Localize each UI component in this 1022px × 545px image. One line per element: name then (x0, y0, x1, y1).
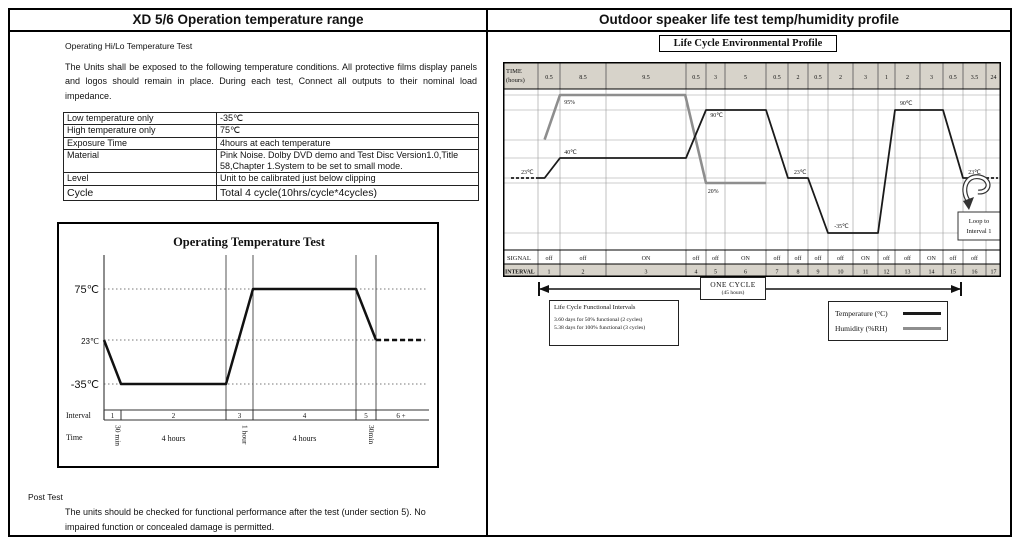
svg-text:off: off (904, 256, 911, 262)
svg-text:off: off (692, 256, 700, 262)
value-annotations (521, 100, 981, 230)
svg-text:23℃: 23℃ (81, 337, 99, 346)
spec-value: Pink Noise. Dolby DVD demo and Test Disc Version1.0,Title 58,Chapter 1.System to be set to small mode. (217, 149, 479, 173)
humidity-series (545, 95, 766, 183)
svg-text:2: 2 (906, 75, 909, 81)
spec-value: 75℃ (217, 125, 479, 137)
table-row (64, 173, 479, 185)
one-cycle-box (700, 277, 766, 300)
svg-text:7: 7 (775, 269, 779, 276)
legend-item-humidity (835, 321, 941, 336)
svg-text:off: off (949, 256, 957, 262)
left-panel-title: XD 5/6 Operation temperature range (10, 10, 486, 32)
svg-text:-35℃: -35℃ (70, 379, 99, 391)
right-panel-title: Outdoor speaker life test temp/humidity profile (488, 10, 1010, 32)
svg-text:1 hour: 1 hour (240, 425, 250, 445)
svg-text:9: 9 (816, 269, 820, 276)
svg-text:95%: 95% (564, 100, 575, 106)
legend-label: Humidity (%RH) (835, 324, 888, 333)
svg-text:off: off (814, 256, 822, 262)
svg-text:11: 11 (862, 269, 869, 276)
right-panel (488, 10, 1010, 535)
functional-intervals-line: 5.38 days for 100% functional (3 cycles) (554, 324, 646, 331)
svg-text:ON: ON (861, 256, 870, 262)
svg-text:4: 4 (302, 412, 307, 420)
table-row (64, 113, 479, 125)
profile-title-box: Life Cycle Environmental Profile (659, 35, 837, 52)
svg-text:23℃: 23℃ (794, 170, 807, 176)
svg-text:off: off (712, 256, 719, 262)
svg-text:0.5: 0.5 (814, 75, 822, 81)
svg-text:0.5: 0.5 (545, 75, 553, 81)
svg-text:5: 5 (744, 75, 747, 81)
spec-value: -35℃ (217, 113, 479, 125)
svg-text:4: 4 (694, 269, 698, 276)
svg-text:1: 1 (547, 269, 551, 276)
svg-text:Time: Time (66, 433, 83, 442)
svg-text:SIGNAL: SIGNAL (507, 255, 531, 262)
y-axis-ticks (71, 284, 426, 391)
svg-text:2: 2 (796, 75, 800, 81)
arrow-right-icon (951, 285, 961, 293)
spec-label: Cycle (64, 185, 217, 200)
left-panel (10, 10, 488, 535)
spec-value: 4hours at each temperature (217, 137, 479, 149)
svg-text:90℃: 90℃ (900, 101, 913, 107)
spec-label: Low temperature only (64, 113, 217, 125)
loop-arrow-icon (963, 177, 988, 210)
signal-row (507, 255, 978, 262)
post-test-body: The units should be checked for functional performance after the test (under section 5). No impaired function or concealed damage is permitted. (65, 507, 426, 532)
svg-text:4 hours: 4 hours (292, 434, 317, 443)
svg-text:Operating Temperature Test: Operating Temperature Test (173, 235, 325, 249)
svg-text:8.5: 8.5 (579, 75, 587, 81)
svg-text:3: 3 (864, 75, 867, 81)
svg-text:30 min: 30 min (113, 425, 123, 447)
svg-text:ON: ON (741, 256, 750, 262)
svg-text:10: 10 (837, 269, 844, 276)
document-frame (8, 8, 1012, 537)
svg-text:90℃: 90℃ (710, 113, 723, 119)
humidity-line-swatch (903, 327, 941, 330)
svg-text:14: 14 (928, 269, 935, 276)
svg-text:13: 13 (904, 269, 911, 276)
legend-label: Temperature (°C) (835, 309, 888, 318)
svg-text:-35℃: -35℃ (834, 224, 849, 230)
svg-text:30min: 30min (367, 425, 376, 445)
svg-text:0.5: 0.5 (949, 75, 957, 81)
svg-text:12: 12 (883, 269, 890, 276)
operating-temperature-chart (57, 222, 439, 468)
operating-temperature-chart-svg (59, 224, 437, 466)
svg-text:3.5: 3.5 (970, 75, 979, 81)
svg-text:4 hours: 4 hours (161, 434, 186, 443)
svg-text:off: off (773, 256, 781, 262)
intro-paragraph: The Units shall be exposed to the following temperature conditions. All protective films display panels and logos should remain in place. During each test, Connect all outputs to their nominal load impedance. (65, 62, 477, 101)
svg-text:1: 1 (885, 75, 888, 81)
legend-item-temperature (835, 306, 941, 321)
svg-text:TIME: TIME (506, 68, 522, 75)
svg-text:3: 3 (644, 269, 648, 276)
spec-label: High temperature only (64, 125, 217, 137)
svg-text:0.5: 0.5 (773, 75, 781, 81)
svg-text:23℃: 23℃ (521, 170, 534, 176)
svg-text:2: 2 (839, 75, 842, 81)
svg-text:17: 17 (990, 269, 997, 276)
svg-text:5: 5 (364, 412, 368, 420)
svg-text:off: off (883, 256, 890, 262)
spec-label: Exposure Time (64, 137, 217, 149)
temperature-line-swatch (903, 312, 941, 315)
svg-text:2: 2 (581, 269, 585, 276)
functional-intervals-line: 3.60 days for 50% functional (2 cycles) (554, 317, 643, 323)
table-row (64, 137, 479, 149)
table-row (64, 125, 479, 137)
spec-value: Unit to be calibrated just below clipping (217, 173, 479, 185)
svg-text:5: 5 (714, 269, 717, 276)
svg-text:Loop to: Loop to (968, 218, 990, 225)
one-cycle-duration: (45 hours) (721, 290, 745, 296)
spec-value: Total 4 cycle(10hrs/cycle*4cycles) (217, 185, 479, 200)
spec-table (63, 112, 479, 201)
svg-text:Interval 1: Interval 1 (966, 228, 992, 235)
one-cycle-label: ONE CYCLE (710, 280, 756, 289)
svg-text:3: 3 (237, 412, 242, 420)
legend (828, 301, 948, 341)
svg-text:6: 6 (744, 269, 747, 276)
table-row (64, 185, 479, 200)
svg-text:off: off (579, 256, 587, 262)
svg-text:15: 15 (950, 269, 956, 276)
svg-text:20%: 20% (707, 189, 719, 195)
spec-label: Material (64, 149, 217, 173)
svg-text:off: off (794, 256, 802, 262)
spec-label: Level (64, 173, 217, 185)
svg-text:75℃: 75℃ (74, 284, 99, 296)
loop-box (958, 212, 1000, 240)
svg-text:off: off (545, 256, 553, 262)
svg-text:0.5: 0.5 (692, 75, 700, 81)
svg-text:6 +: 6 + (396, 412, 406, 420)
svg-text:(hours): (hours) (506, 77, 525, 84)
arrow-left-icon (539, 285, 549, 293)
svg-text:INTERVAL: INTERVAL (505, 269, 535, 276)
svg-text:9.5: 9.5 (642, 75, 650, 81)
temperature-series (511, 110, 998, 233)
svg-text:3: 3 (930, 75, 933, 81)
life-cycle-profile-chart-svg (503, 62, 1001, 277)
svg-text:ON: ON (927, 256, 936, 262)
operating-test-subtitle: Operating Hi/Lo Temperature Test (65, 41, 193, 51)
x-axis (66, 410, 429, 446)
svg-text:23℃: 23℃ (968, 170, 981, 176)
svg-text:2: 2 (171, 412, 176, 420)
chart-title (173, 235, 326, 249)
svg-text:3: 3 (714, 75, 717, 81)
svg-text:Interval: Interval (66, 411, 91, 420)
svg-text:1: 1 (110, 412, 115, 420)
svg-text:off: off (837, 256, 844, 262)
table-row (64, 149, 479, 173)
svg-text:40℃: 40℃ (564, 150, 577, 156)
functional-intervals-box (549, 300, 679, 346)
svg-text:16: 16 (971, 269, 978, 276)
svg-text:ON: ON (641, 256, 651, 262)
svg-text:8: 8 (796, 269, 800, 276)
svg-text:24: 24 (990, 75, 997, 81)
svg-text:off: off (971, 256, 978, 262)
functional-intervals-title: Life Cycle Functional Intervals (554, 304, 636, 311)
post-test-heading: Post Test (28, 492, 63, 502)
